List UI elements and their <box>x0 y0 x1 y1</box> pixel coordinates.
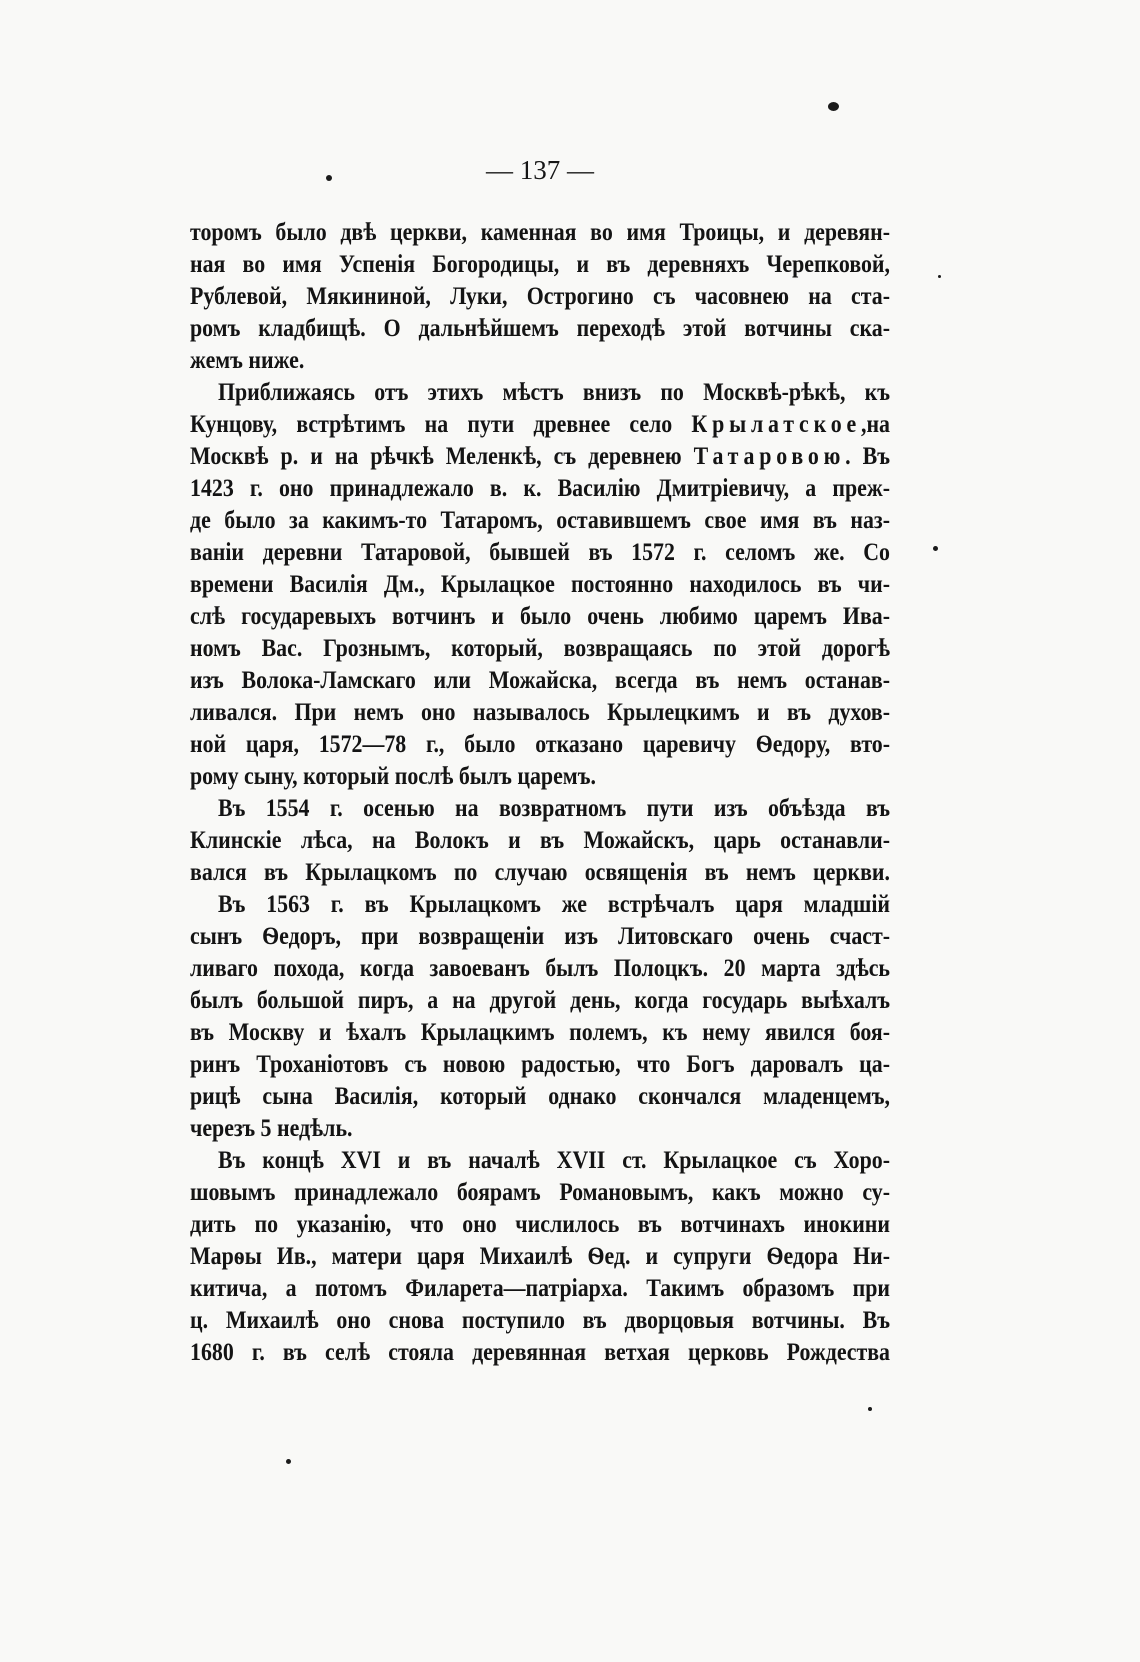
paragraph <box>190 1145 890 1369</box>
text-line: вался въ Крылацкомъ по случаю освященія въ немъ церкви. <box>190 859 890 886</box>
text-line: изъ Волока-Ламскаго или Можайска, всегда въ немъ останав- <box>190 667 890 694</box>
text-line <box>190 409 890 441</box>
text-line: черезъ 5 недѣль. <box>190 1115 353 1142</box>
text-line: Марѳы Ив., матери царя Михаилѣ Ѳед. и супруги Ѳедора Ни- <box>190 1243 890 1270</box>
text-line: въ Москву и ѣхалъ Крылацкимъ полемъ, къ нему явился боя- <box>190 1019 890 1046</box>
text-line: ливаго похода, когда завоеванъ былъ Полоцкъ. 20 марта здѣсь <box>190 955 890 982</box>
text-line: ринъ Троханіотовъ съ новою радостью, что Богъ даровалъ ца- <box>190 1051 890 1078</box>
text-line: Приближаясь отъ этихъ мѣстъ внизъ по Москвѣ-рѣкѣ, къ <box>218 379 890 406</box>
text-line: дить по указанію, что оно числилось въ вотчинахъ инокини <box>190 1211 890 1238</box>
scan-speck <box>938 275 941 278</box>
text-line: торомъ было двѣ церкви, каменная во имя Троицы, и деревян- <box>190 219 890 246</box>
paragraph <box>190 889 890 1145</box>
scan-speck <box>828 102 839 111</box>
spaced-word: Крылатское <box>691 411 861 438</box>
text-line: шовымъ принадлежало боярамъ Романовымъ, какъ можно су- <box>190 1179 890 1206</box>
text-line: сынъ Ѳедоръ, при возвращеніи изъ Литовскаго очень счаст- <box>190 923 890 950</box>
paragraph <box>190 217 890 377</box>
text-segment: ,на <box>860 411 890 438</box>
text-line <box>190 441 890 473</box>
text-line: Въ 1563 г. въ Крылацкомъ же встрѣчалъ царя младшій <box>218 891 890 918</box>
text-line: ной царя, 1572—78 г., было отказано царевичу Ѳедору, вто- <box>190 731 890 758</box>
text-line: номъ Вас. Грознымъ, который, возвращаясь по этой дорогѣ <box>190 635 890 662</box>
text-segment: Москвѣ р. и на рѣчкѣ Меленкѣ, съ деревнею <box>190 443 694 470</box>
text-segment: Кунцову, встрѣтимъ на пути древнее село <box>190 411 692 438</box>
text-line: жемъ ниже. <box>190 347 305 374</box>
text-line: 1680 г. въ селѣ стояла деревянная ветхая церковь Рождества <box>190 1339 890 1366</box>
paragraph <box>190 377 890 793</box>
text-segment: . Въ <box>845 443 890 470</box>
scan-speck <box>868 1407 872 1411</box>
text-line: слѣ государевыхъ вотчинъ и было очень любимо царемъ Ива- <box>190 603 890 630</box>
text-line: рому сыну, который послѣ былъ царемъ. <box>190 763 596 790</box>
body-text <box>190 217 890 1369</box>
text-line: времени Василія Дм., Крылацкое постоянно находилось въ чи- <box>190 571 890 598</box>
text-line: китича, а потомъ Филарета—патріарха. Такимъ образомъ при <box>190 1275 890 1302</box>
text-line: былъ большой пиръ, а на другой день, когда государь выѣхалъ <box>190 987 890 1014</box>
text-line: Рублевой, Мякининой, Луки, Острогино съ часовнею на ста- <box>190 283 890 310</box>
text-line: рицѣ сына Василія, который однако скончался младенцемъ, <box>190 1083 890 1110</box>
text-line: ц. Михаилѣ оно снова поступило въ дворцовыя вотчины. Въ <box>190 1307 890 1334</box>
paragraph <box>190 793 890 889</box>
scan-speck <box>933 546 938 551</box>
text-line: ромъ кладбищѣ. О дальнѣйшемъ переходѣ этой вотчины ска- <box>190 315 890 342</box>
scan-speck <box>286 1459 291 1464</box>
page-number: — 137 — <box>486 155 594 185</box>
text-line: ливался. При немъ оно называлось Крылецкимъ и въ духов- <box>190 699 890 726</box>
text-line: ная во имя Успенія Богородицы, и въ деревняхъ Черепковой, <box>190 251 890 278</box>
text-line: Клинскіе лѣса, на Волокъ и въ Можайскъ, царь останавли- <box>190 827 890 854</box>
text-line: 1423 г. оно принадлежало в. к. Василію Дмитріевичу, а преж- <box>190 475 890 502</box>
text-line: Въ концѣ XVI и въ началѣ XVII ст. Крылацкое съ Хоро- <box>218 1147 890 1174</box>
text-line: ваніи деревни Татаровой, бывшей въ 1572 г. селомъ же. Со <box>190 539 890 566</box>
spaced-word: Татаровою <box>693 443 846 470</box>
text-line: де было за какимъ-то Татаромъ, оставившемъ свое имя въ наз- <box>190 507 890 534</box>
text-line: Въ 1554 г. осенью на возвратномъ пути изъ объѣзда въ <box>218 795 890 822</box>
